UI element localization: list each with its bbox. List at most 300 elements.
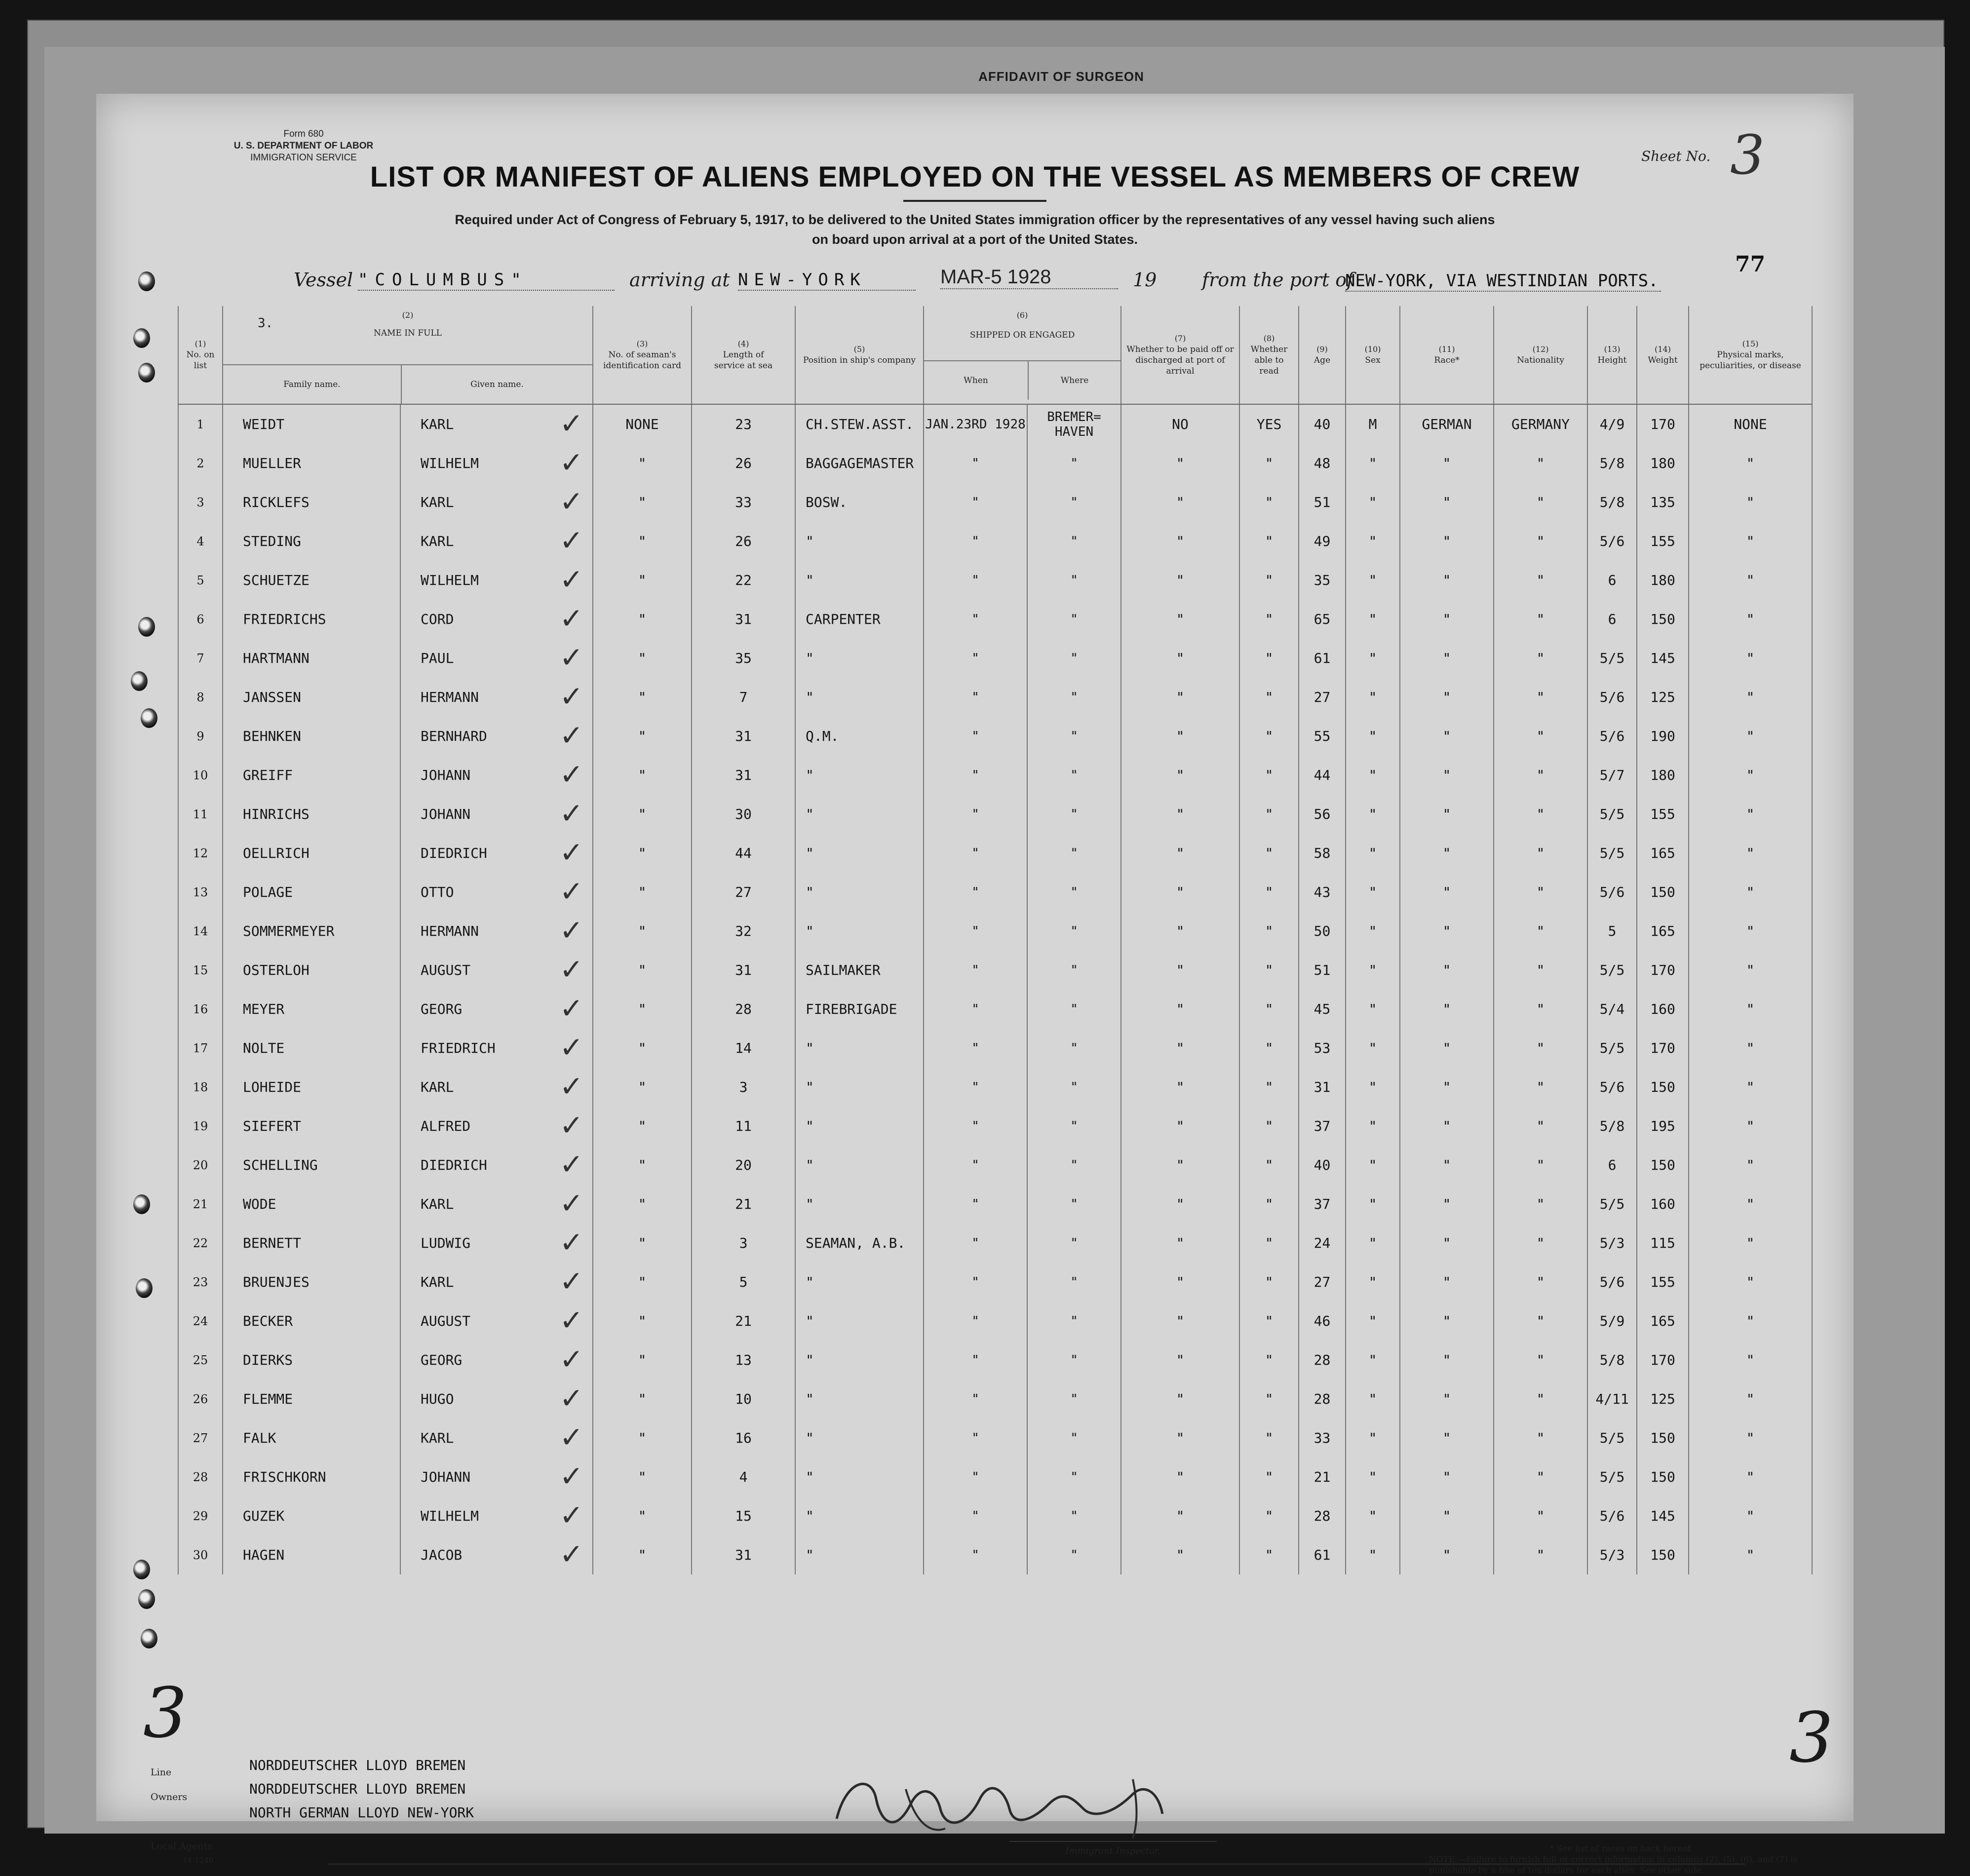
- shipped-when-cell: ": [924, 990, 1027, 1029]
- shipped-when-cell: ": [924, 1146, 1027, 1185]
- shipped-when-cell: ": [924, 483, 1027, 522]
- sex-cell: ": [1346, 1185, 1400, 1224]
- service-length-cell: 26: [692, 522, 795, 561]
- age-cell: 61: [1299, 639, 1346, 678]
- id-card-cell: ": [593, 756, 692, 795]
- weight-cell: 155: [1637, 522, 1689, 561]
- paid-off-cell: ": [1121, 639, 1239, 678]
- race-cell: ": [1400, 1340, 1494, 1379]
- position-cell: ": [795, 678, 924, 717]
- family-name-cell: DIERKS: [223, 1340, 400, 1379]
- able-to-read-cell: ": [1239, 483, 1299, 522]
- row-number-cell: 23: [178, 1263, 223, 1302]
- able-to-read-cell: ": [1239, 1068, 1299, 1107]
- height-cell: 5/5: [1587, 795, 1637, 834]
- service-length-cell: 31: [692, 600, 795, 639]
- height-cell: 5/5: [1587, 1185, 1637, 1224]
- weight-cell: 115: [1637, 1224, 1689, 1263]
- family-name-cell: NOLTE: [223, 1029, 400, 1068]
- row-number-cell: 24: [178, 1302, 223, 1340]
- table-row: [178, 1457, 1812, 1496]
- shipped-where-cell: ": [1027, 483, 1121, 522]
- race-cell: ": [1400, 912, 1494, 951]
- race-cell: ": [1400, 561, 1494, 600]
- shipped-where-cell: ": [1027, 912, 1121, 951]
- paid-off-cell: ": [1121, 1379, 1239, 1418]
- id-card-cell: NONE: [593, 404, 692, 444]
- service-length-cell: 10: [692, 1379, 795, 1418]
- check-mark-icon: ✓: [559, 758, 584, 791]
- age-cell: 37: [1299, 1185, 1346, 1224]
- inspector-line: [1009, 1841, 1217, 1842]
- sex-cell: ": [1346, 678, 1400, 717]
- department-name: U. S. DEPARTMENT OF LABOR: [233, 141, 374, 151]
- col-weight-header: (14) Weight: [1637, 306, 1689, 404]
- height-cell: 4/9: [1587, 404, 1637, 444]
- family-name-cell: MEYER: [223, 990, 400, 1029]
- family-name-cell: SCHUETZE: [223, 561, 400, 600]
- shipped-where-cell: ": [1027, 1068, 1121, 1107]
- given-name-cell: DIEDRICH ✓: [400, 834, 593, 873]
- able-to-read-cell: ": [1239, 1302, 1299, 1340]
- shipped-where-cell: ": [1027, 1029, 1121, 1068]
- check-mark-icon: ✓: [559, 953, 584, 986]
- check-mark-icon: ✓: [559, 1225, 584, 1259]
- age-cell: 24: [1299, 1224, 1346, 1263]
- given-name-cell: KARL ✓: [400, 1068, 593, 1107]
- service-length-cell: 3: [692, 1224, 795, 1263]
- races-note: * See list of races on back hereof.: [1549, 1844, 1694, 1854]
- service-length-cell: 3: [692, 1068, 795, 1107]
- given-name-cell: JOHANN ✓: [400, 756, 593, 795]
- sex-cell: ": [1346, 912, 1400, 951]
- shipped-when-cell: ": [924, 1185, 1027, 1224]
- sex-cell: ": [1346, 639, 1400, 678]
- punch-hole: [133, 1560, 150, 1579]
- height-cell: 5/3: [1587, 1535, 1637, 1574]
- shipped-where-cell: ": [1027, 678, 1121, 717]
- weight-cell: 170: [1637, 951, 1689, 990]
- weight-cell: 170: [1637, 404, 1689, 444]
- physical-marks-cell: ": [1689, 1340, 1812, 1379]
- physical-marks-cell: NONE: [1689, 404, 1812, 444]
- nationality-cell: ": [1494, 951, 1587, 990]
- position-cell: ": [795, 912, 924, 951]
- row-number-cell: 6: [178, 600, 223, 639]
- race-cell: ": [1400, 1496, 1494, 1535]
- able-to-read-cell: ": [1239, 990, 1299, 1029]
- vessel-line: [294, 266, 1775, 299]
- shipped-when-cell: ": [924, 522, 1027, 561]
- nationality-cell: ": [1494, 834, 1587, 873]
- paid-off-cell: ": [1121, 1457, 1239, 1496]
- family-name-cell: HARTMANN: [223, 639, 400, 678]
- sex-cell: ": [1346, 795, 1400, 834]
- age-cell: 21: [1299, 1457, 1346, 1496]
- able-to-read-cell: ": [1239, 756, 1299, 795]
- paid-off-cell: ": [1121, 1146, 1239, 1185]
- paid-off-cell: ": [1121, 873, 1239, 912]
- service-length-cell: 31: [692, 1535, 795, 1574]
- able-to-read-cell: ": [1239, 1185, 1299, 1224]
- height-cell: 5/6: [1587, 678, 1637, 717]
- row-number-cell: 10: [178, 756, 223, 795]
- family-name-cell: BECKER: [223, 1302, 400, 1340]
- position-cell: ": [795, 1379, 924, 1418]
- given-name-cell: JOHANN ✓: [400, 1457, 593, 1496]
- nationality-cell: ": [1494, 717, 1587, 756]
- shipped-when-cell: ": [924, 1496, 1027, 1535]
- nationality-cell: ": [1494, 1340, 1587, 1379]
- age-cell: 44: [1299, 756, 1346, 795]
- service-length-cell: 7: [692, 678, 795, 717]
- shipped-where-cell: ": [1027, 561, 1121, 600]
- height-cell: 5/5: [1587, 639, 1637, 678]
- height-cell: 5/8: [1587, 483, 1637, 522]
- nationality-cell: ": [1494, 1496, 1587, 1535]
- check-mark-icon: ✓: [559, 524, 584, 557]
- service-length-cell: 31: [692, 951, 795, 990]
- shipped-where-cell: ": [1027, 1418, 1121, 1457]
- row-number-cell: 16: [178, 990, 223, 1029]
- shipped-when-cell: ": [924, 1029, 1027, 1068]
- row-number-cell: 5: [178, 561, 223, 600]
- paid-off-cell: ": [1121, 678, 1239, 717]
- check-mark-icon: ✓: [559, 1264, 584, 1298]
- race-cell: ": [1400, 1457, 1494, 1496]
- table-row: [178, 1418, 1812, 1457]
- family-name-cell: STEDING: [223, 522, 400, 561]
- shipped-where-cell: BREMER= HAVEN: [1027, 404, 1121, 444]
- shipped-where-cell: ": [1027, 951, 1121, 990]
- race-cell: ": [1400, 1263, 1494, 1302]
- table-row: [178, 834, 1812, 873]
- height-cell: 5: [1587, 912, 1637, 951]
- shipped-when-cell: ": [924, 561, 1027, 600]
- sex-cell: ": [1346, 1496, 1400, 1535]
- page-number: 77: [1735, 252, 1766, 277]
- physical-marks-cell: ": [1689, 1029, 1812, 1068]
- service-length-cell: 30: [692, 795, 795, 834]
- col-physical-header: (15) Physical marks, peculiarities, or disease: [1689, 306, 1812, 404]
- line-label: Line: [151, 1767, 172, 1778]
- table-row: [178, 1535, 1812, 1574]
- row-number-cell: 8: [178, 678, 223, 717]
- agency-block: [170, 128, 437, 164]
- nationality-cell: ": [1494, 1224, 1587, 1263]
- given-name-cell: JACOB ✓: [400, 1535, 593, 1574]
- id-card-cell: ": [593, 444, 692, 483]
- race-cell: ": [1400, 522, 1494, 561]
- subtitle-line-2: on board upon arrival at a port of the United States.: [811, 232, 1138, 247]
- id-card-cell: ": [593, 1068, 692, 1107]
- punch-hole: [133, 328, 150, 348]
- check-mark-icon: ✓: [559, 680, 584, 713]
- page-title: LIST OR MANIFEST OF ALIENS EMPLOYED ON THE VESSEL AS MEMBERS OF CREW: [370, 161, 1580, 193]
- physical-marks-cell: ": [1689, 1146, 1812, 1185]
- col-no-header: (1) No. on list: [178, 306, 223, 404]
- shipped-when-cell: ": [924, 756, 1027, 795]
- service-length-cell: 27: [692, 873, 795, 912]
- position-cell: ": [795, 1457, 924, 1496]
- nationality-cell: ": [1494, 1535, 1587, 1574]
- id-card-cell: ": [593, 1029, 692, 1068]
- given-name-cell: AUGUST ✓: [400, 951, 593, 990]
- given-name-cell: KARL ✓: [400, 404, 593, 444]
- shipped-when-cell: ": [924, 1340, 1027, 1379]
- col-age-header: (9) Age: [1299, 306, 1346, 404]
- position-cell: ": [795, 756, 924, 795]
- physical-marks-cell: ": [1689, 678, 1812, 717]
- age-cell: 45: [1299, 990, 1346, 1029]
- punch-hole: [136, 1278, 153, 1298]
- nationality-cell: ": [1494, 678, 1587, 717]
- able-to-read-cell: ": [1239, 561, 1299, 600]
- shipped-where-cell: ": [1027, 1302, 1121, 1340]
- sheet-no-label: Sheet No.: [1641, 148, 1711, 164]
- shipped-where-cell: ": [1027, 1535, 1121, 1574]
- physical-marks-cell: ": [1689, 1379, 1812, 1418]
- id-card-cell: ": [593, 1224, 692, 1263]
- id-card-cell: ": [593, 1418, 692, 1457]
- sex-cell: ": [1346, 1224, 1400, 1263]
- punch-hole: [141, 708, 157, 728]
- owners-label: Owners: [151, 1792, 188, 1802]
- paid-off-cell: ": [1121, 1496, 1239, 1535]
- weight-cell: 125: [1637, 1379, 1689, 1418]
- race-cell: ": [1400, 834, 1494, 873]
- punch-hole: [138, 1589, 155, 1609]
- race-cell: ": [1400, 1185, 1494, 1224]
- shipped-when-cell: ": [924, 1535, 1027, 1574]
- table-row: [178, 1379, 1812, 1418]
- given-name-cell: FRIEDRICH ✓: [400, 1029, 593, 1068]
- height-cell: 5/8: [1587, 1107, 1637, 1146]
- height-cell: 5/8: [1587, 1340, 1637, 1379]
- table-row: [178, 1302, 1812, 1340]
- paid-off-cell: ": [1121, 561, 1239, 600]
- nationality-cell: ": [1494, 990, 1587, 1029]
- service-length-cell: 31: [692, 756, 795, 795]
- table-row: [178, 1107, 1812, 1146]
- able-to-read-cell: ": [1239, 444, 1299, 483]
- id-card-cell: ": [593, 1340, 692, 1379]
- given-name-cell: KARL ✓: [400, 483, 593, 522]
- age-cell: 37: [1299, 1107, 1346, 1146]
- paid-off-cell: ": [1121, 1224, 1239, 1263]
- check-mark-icon: ✓: [559, 641, 584, 674]
- row-number-cell: 2: [178, 444, 223, 483]
- inspector-signature: [817, 1760, 1192, 1838]
- nationality-cell: ": [1494, 561, 1587, 600]
- shipped-when-cell: ": [924, 1302, 1027, 1340]
- age-cell: 48: [1299, 444, 1346, 483]
- family-name-cell: LOHEIDE: [223, 1068, 400, 1107]
- position-cell: ": [795, 1535, 924, 1574]
- id-card-cell: ": [593, 1535, 692, 1574]
- nationality-cell: ": [1494, 444, 1587, 483]
- physical-marks-cell: ": [1689, 1535, 1812, 1574]
- check-mark-icon: ✓: [559, 1420, 584, 1454]
- service-length-cell: 22: [692, 561, 795, 600]
- id-card-cell: ": [593, 990, 692, 1029]
- height-cell: 5/6: [1587, 717, 1637, 756]
- age-cell: 51: [1299, 483, 1346, 522]
- paid-off-cell: ": [1121, 1185, 1239, 1224]
- position-cell: BAGGAGEMASTER: [795, 444, 924, 483]
- able-to-read-cell: ": [1239, 600, 1299, 639]
- sex-cell: ": [1346, 1107, 1400, 1146]
- able-to-read-cell: ": [1239, 834, 1299, 873]
- service-length-cell: 33: [692, 483, 795, 522]
- family-name-cell: HINRICHS: [223, 795, 400, 834]
- shipped-where-cell: ": [1027, 1146, 1121, 1185]
- table-row: [178, 522, 1812, 561]
- height-cell: 4/11: [1587, 1379, 1637, 1418]
- given-name-cell: GEORG ✓: [400, 1340, 593, 1379]
- family-name-cell: FRISCHKORN: [223, 1457, 400, 1496]
- height-cell: 5/6: [1587, 1496, 1637, 1535]
- weight-cell: 190: [1637, 717, 1689, 756]
- id-card-cell: ": [593, 1107, 692, 1146]
- family-name-cell: BRUENJES: [223, 1263, 400, 1302]
- race-cell: ": [1400, 600, 1494, 639]
- sex-cell: ": [1346, 756, 1400, 795]
- row-number-cell: 18: [178, 1068, 223, 1107]
- height-cell: 5/6: [1587, 1068, 1637, 1107]
- weight-cell: 150: [1637, 1457, 1689, 1496]
- row-number-cell: 20: [178, 1146, 223, 1185]
- able-to-read-cell: ": [1239, 1496, 1299, 1535]
- nationality-cell: ": [1494, 1379, 1587, 1418]
- age-cell: 58: [1299, 834, 1346, 873]
- height-cell: 5/6: [1587, 522, 1637, 561]
- family-name-cell: FLEMME: [223, 1379, 400, 1418]
- subtitle-line-1: Required under Act of Congress of February 5, 1917, to be delivered to the United States immigration officer by the representatives of any vessel having such aliens: [455, 212, 1495, 227]
- race-cell: ": [1400, 1302, 1494, 1340]
- weight-cell: 150: [1637, 1146, 1689, 1185]
- check-mark-icon: ✓: [559, 719, 584, 752]
- check-mark-icon: ✓: [559, 1498, 584, 1532]
- age-cell: 61: [1299, 1535, 1346, 1574]
- given-name-cell: HERMANN ✓: [400, 678, 593, 717]
- shipped-where-cell: ": [1027, 1457, 1121, 1496]
- given-name-cell: KARL ✓: [400, 1185, 593, 1224]
- shipped-when-cell: JAN.23RD 1928: [924, 404, 1027, 444]
- col-sex-header: (10) Sex: [1346, 306, 1400, 404]
- paid-off-cell: ": [1121, 600, 1239, 639]
- shipped-when-cell: ": [924, 795, 1027, 834]
- shipped-when-cell: ": [924, 951, 1027, 990]
- nationality-cell: ": [1494, 639, 1587, 678]
- check-mark-icon: ✓: [559, 1187, 584, 1220]
- row-number-cell: 25: [178, 1340, 223, 1379]
- shipped-where-cell: ": [1027, 795, 1121, 834]
- position-cell: SAILMAKER: [795, 951, 924, 990]
- able-to-read-cell: ": [1239, 1418, 1299, 1457]
- sex-cell: ": [1346, 1340, 1400, 1379]
- family-name-cell: RICKLEFS: [223, 483, 400, 522]
- service-length-cell: 4: [692, 1457, 795, 1496]
- paid-off-cell: ": [1121, 444, 1239, 483]
- height-cell: 5/5: [1587, 834, 1637, 873]
- table-row: [178, 990, 1812, 1029]
- age-cell: 56: [1299, 795, 1346, 834]
- arriving-port: NEW-YORK: [738, 270, 916, 291]
- physical-marks-cell: ": [1689, 600, 1812, 639]
- sex-cell: ": [1346, 1457, 1400, 1496]
- weight-cell: 160: [1637, 1185, 1689, 1224]
- service-length-cell: 11: [692, 1107, 795, 1146]
- given-name-cell: KARL ✓: [400, 1263, 593, 1302]
- shipped-where-cell: ": [1027, 1340, 1121, 1379]
- table-row: [178, 483, 1812, 522]
- family-name-cell: OELLRICH: [223, 834, 400, 873]
- service-length-cell: 44: [692, 834, 795, 873]
- race-cell: ": [1400, 1068, 1494, 1107]
- col-position-header: (5) Position in ship's company: [795, 306, 924, 404]
- height-cell: 6: [1587, 561, 1637, 600]
- table-row: [178, 756, 1812, 795]
- punch-hole: [133, 1194, 150, 1214]
- check-mark-icon: ✓: [559, 836, 584, 869]
- line-value: NORDDEUTSCHER LLOYD BREMEN: [249, 1757, 466, 1773]
- col-card-header: (3) No. of seaman's identification card: [593, 306, 692, 404]
- able-to-read-cell: ": [1239, 678, 1299, 717]
- id-card-cell: ": [593, 951, 692, 990]
- check-mark-icon: ✓: [559, 602, 584, 635]
- row-number-cell: 9: [178, 717, 223, 756]
- list-marker: 3.: [258, 316, 273, 331]
- paid-off-cell: ": [1121, 834, 1239, 873]
- family-name-label: Family name.: [223, 365, 402, 404]
- race-cell: ": [1400, 1224, 1494, 1263]
- weight-cell: 180: [1637, 756, 1689, 795]
- paid-off-cell: ": [1121, 1418, 1239, 1457]
- age-cell: 40: [1299, 1146, 1346, 1185]
- paid-off-cell: ": [1121, 1263, 1239, 1302]
- given-name-cell: KARL ✓: [400, 522, 593, 561]
- nationality-cell: ": [1494, 795, 1587, 834]
- row-number-cell: 7: [178, 639, 223, 678]
- position-cell: ": [795, 795, 924, 834]
- position-cell: ": [795, 1068, 924, 1107]
- position-cell: FIREBRIGADE: [795, 990, 924, 1029]
- id-card-cell: ": [593, 1146, 692, 1185]
- shipped-where-cell: ": [1027, 873, 1121, 912]
- sex-cell: ": [1346, 873, 1400, 912]
- id-card-cell: ": [593, 1185, 692, 1224]
- service-length-cell: 32: [692, 912, 795, 951]
- nationality-cell: ": [1494, 912, 1587, 951]
- position-cell: CARPENTER: [795, 600, 924, 639]
- table-row: [178, 873, 1812, 912]
- given-name-cell: CORD ✓: [400, 600, 593, 639]
- from-port: NEW-YORK, VIA WESTINDIAN PORTS.: [1345, 271, 1661, 292]
- given-name-cell: WILHELM ✓: [400, 1496, 593, 1535]
- row-number-cell: 30: [178, 1535, 223, 1574]
- agents-value: NORTH GERMAN LLOYD NEW-YORK: [249, 1804, 474, 1821]
- family-name-cell: POLAGE: [223, 873, 400, 912]
- race-cell: ": [1400, 795, 1494, 834]
- paid-off-cell: ": [1121, 990, 1239, 1029]
- paid-off-cell: ": [1121, 717, 1239, 756]
- position-cell: ": [795, 639, 924, 678]
- check-mark-icon: ✓: [559, 1031, 584, 1064]
- service-length-cell: 35: [692, 639, 795, 678]
- table-row: [178, 1029, 1812, 1068]
- col-paid-header: (7) Whether to be paid off or discharged at port of arrival: [1121, 306, 1239, 404]
